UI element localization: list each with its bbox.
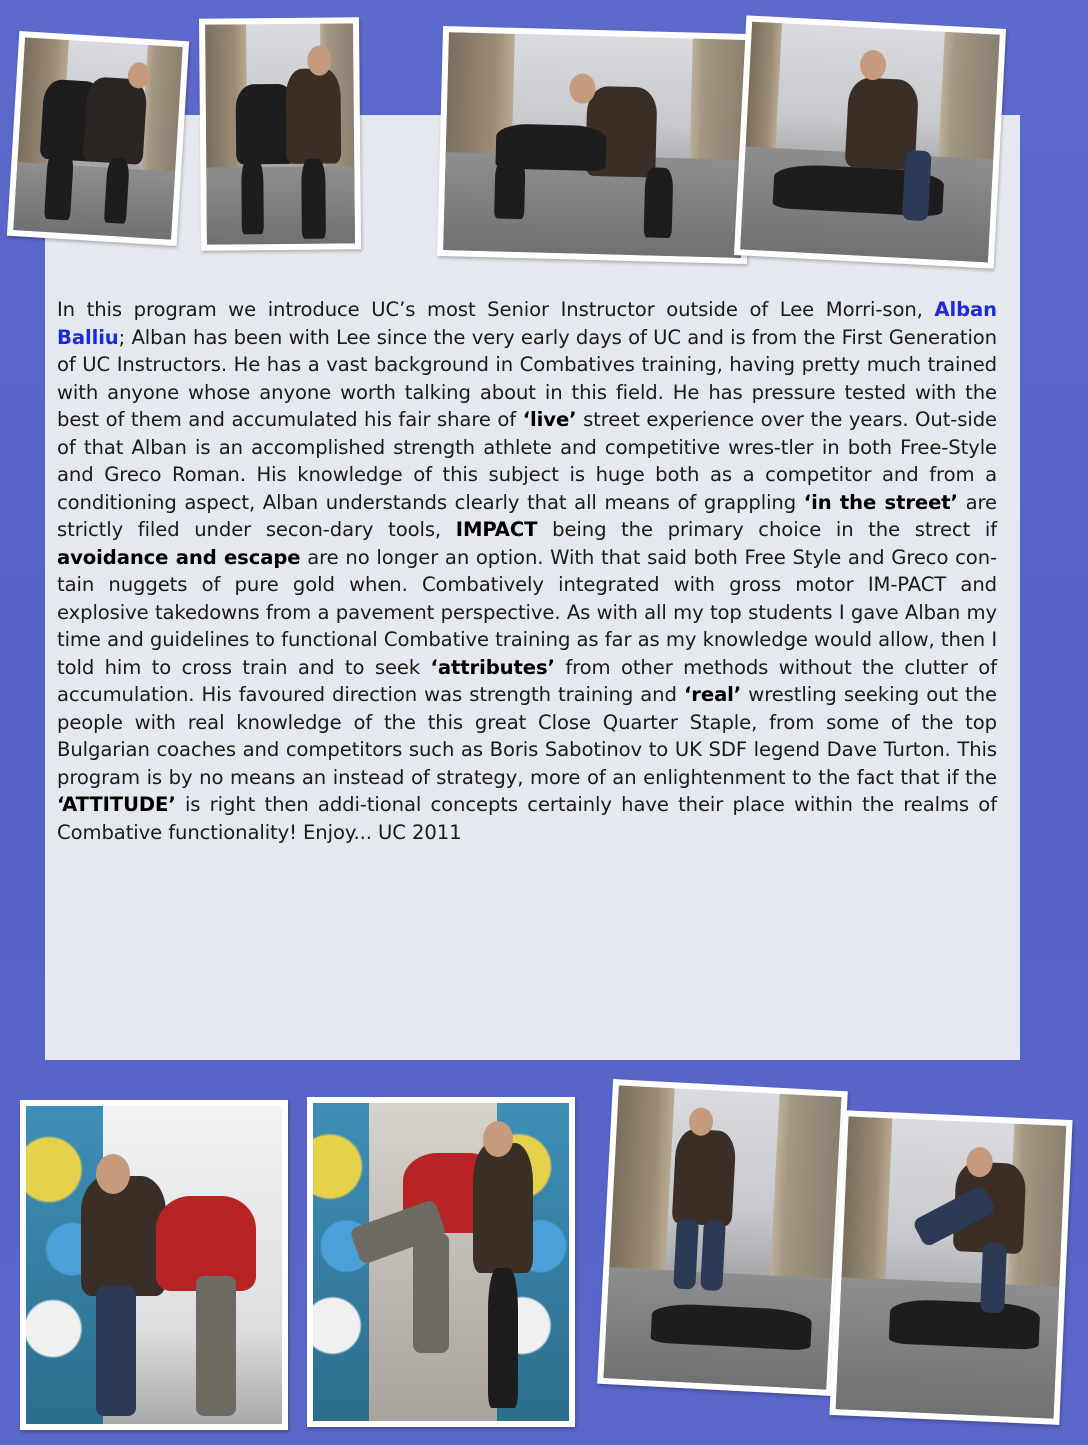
photo-ground-1 [734,15,1006,268]
text-segment: are no longer an option. With that said both Free Style and Greco con-tain nuggets of pure gold when. Combatively integrated with gross motor IM-PACT and explosive takedowns from a pavement perspective. As with all my top students I gave Alban my time and guidelines to functional Combative training as far as my knowledge would allow, then I told him to cross train and to seek [57,545,997,679]
emphasis-attitude: ‘ATTITUDE’ [57,793,176,816]
text-segment: wrestling seeking out the people with real knowledge of the this great Close Quarter Staple, from some of the top Bulgarian coaches and competitors such as Boris Sabotinov to UK SDF legend Dave Turton. This program is by no means an instead of strategy, more of an enlightenment to the fact that if the [57,683,997,789]
photo-clinch-1 [7,31,189,246]
text-segment: ; Alban has been with Lee since the very early days of UC and is from the First Generation of UC Instructors. He has a vast background in Combatives training, having pretty much trained with anyone whose anyone worth talking about in this field. He has pressure tested with the best of them and accumulated his fair share of [57,325,997,431]
emphasis-live: ‘live’ [522,408,577,431]
text-segment: from other methods without the clutter of accumulation. His favoured direction was strength training and [57,655,997,706]
photo-takedown-1 [437,26,753,264]
photo-clinch-red-2 [307,1097,575,1427]
photo-clinch-2 [199,17,361,250]
instructor-name: Alban Balliu [57,298,997,349]
text-segment: In this program we introduce UC’s most Senior Instructor outside of Lee Morri-son, [57,298,935,321]
text-segment: are strictly filed under secon-dary tools, [57,490,998,541]
photo-ground-2 [597,1079,848,1396]
photo-clinch-red-1 [20,1100,288,1430]
emphasis-attributes: ‘attributes’ [430,655,555,679]
emphasis-in-the-street: ‘in the street’ [803,490,958,514]
emphasis-avoidance: avoidance and escape [57,545,301,569]
text-segment: being the primary choice in the strect if [537,518,998,541]
article-body [57,296,997,846]
emphasis-real: ‘real’ [683,683,742,706]
photo-ground-3 [829,1110,1072,1425]
text-segment: is right then addi-tional concepts certainly have their place within the realms of Combative functionality! Enjoy... UC 2011 [57,793,997,844]
emphasis-impact: IMPACT [455,518,538,541]
text-segment: street experience over the years. Out-side of that Alban is an accomplished strength athlete and competitive wres-tler in both Free-Style and Greco Roman. His knowledge of this subject is huge both as a competitor and from a conditioning aspect, Alban understands clearly that all means of grappling [57,408,997,514]
